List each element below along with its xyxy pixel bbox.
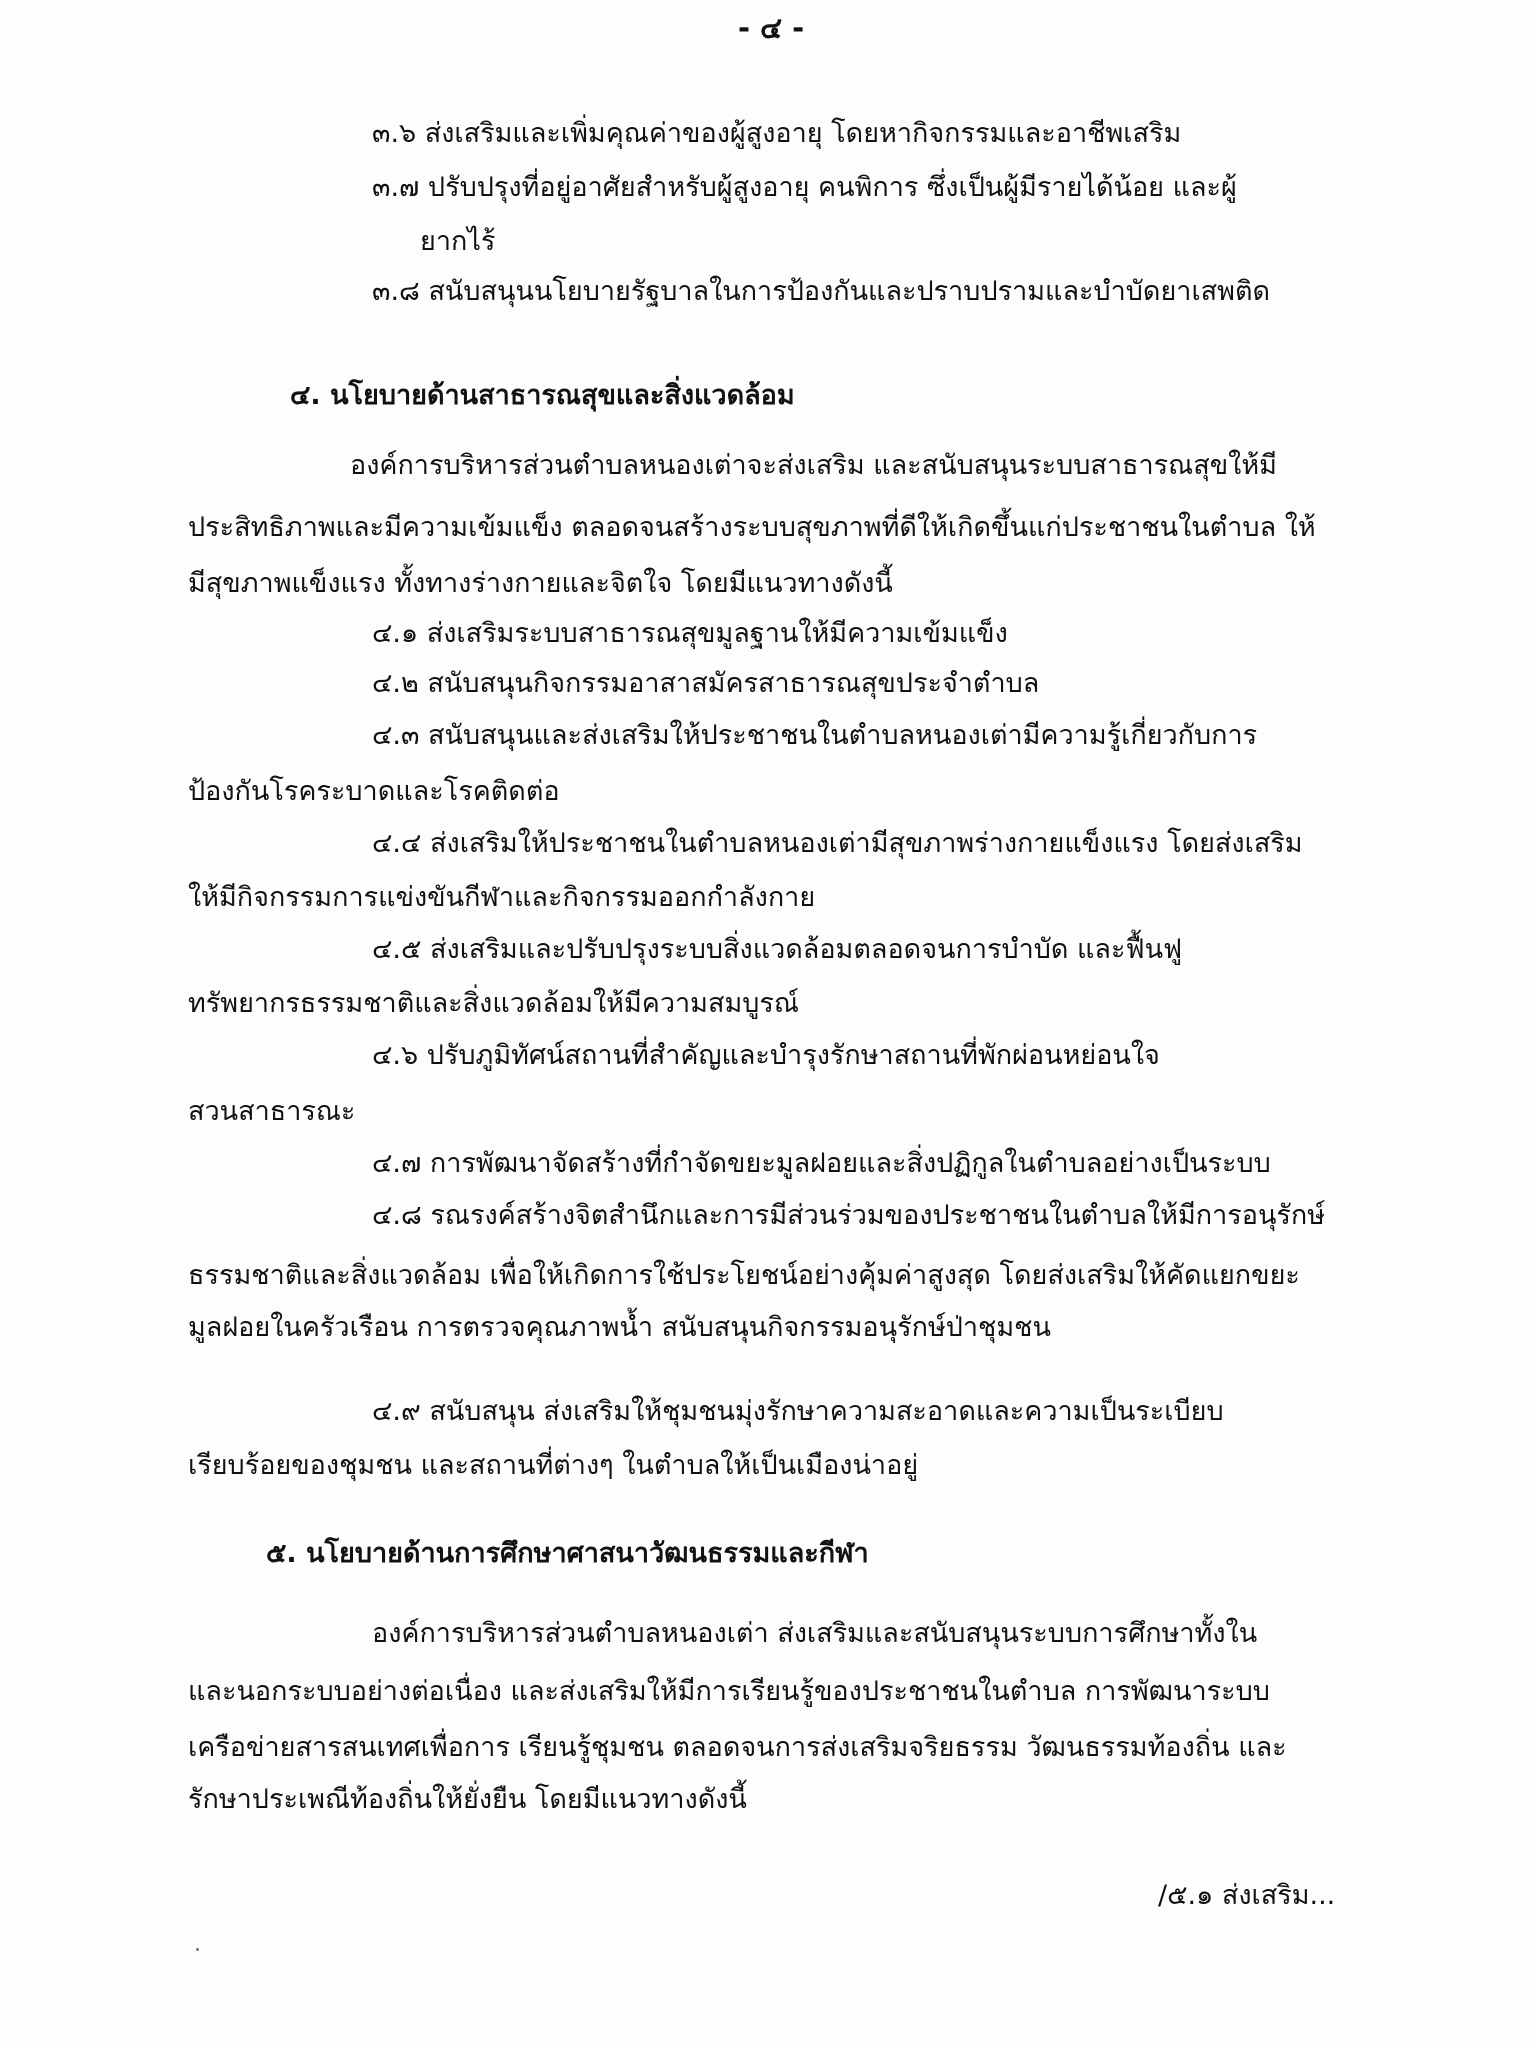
section-4-paragraph-line2: ประสิทธิภาพและมีความเข้มแข็ง ตลอดจนสร้างระบบสุขภาพที่ดีให้เกิดขึ้นแก่ประชาชนในตำบล ให้ (188, 512, 1316, 543)
section-5-paragraph-line2: และนอกระบบอย่างต่อเนื่อง และส่งเสริมให้มีการเรียนรู้ของประชาชนในตำบล การพัฒนาระบบ (188, 1676, 1270, 1707)
section-5-paragraph-line4: รักษาประเพณีท้องถิ่นให้ยั่งยืน โดยมีแนวทางดังนี้ (188, 1784, 747, 1815)
section-4-paragraph-line1: องค์การบริหารส่วนตำบลหนองเต่าจะส่งเสริม และสนับสนุนระบบสาธารณสุขให้มี (350, 450, 1277, 481)
item-4-6-line1: ๔.๖ ปรับภูมิทัศน์สถานที่สำคัญและบำรุงรักษาสถานที่พักผ่อนหย่อนใจ (372, 1040, 1160, 1071)
continuation-marker: /๕.๑ ส่งเสริม... (1158, 1880, 1336, 1911)
item-4-8-line3: มูลฝอยในครัวเรือน การตรวจคุณภาพน้ำ สนับสนุนกิจกรรมอนุรักษ์ป่าชุมชน (188, 1312, 1051, 1343)
section-4-heading: ๔. นโยบายด้านสาธารณสุขและสิ่งแวดล้อม (290, 380, 795, 411)
section-5-paragraph-line1: องค์การบริหารส่วนตำบลหนองเต่า ส่งเสริมและสนับสนุนระบบการศึกษาทั้งใน (372, 1618, 1258, 1649)
item-4-9-line2: เรียบร้อยของชุมชน และสถานที่ต่างๆ ในตำบลให้เป็นเมืองน่าอยู่ (188, 1450, 919, 1481)
item-3-8: ๓.๘ สนับสนุนนโยบายรัฐบาลในการป้องกันและปราบปรามและบำบัดยาเสพติด (372, 276, 1271, 307)
item-4-1: ๔.๑ ส่งเสริมระบบสาธารณสุขมูลฐานให้มีความเข้มแข็ง (372, 618, 1008, 649)
item-4-8-line1: ๔.๘ รณรงค์สร้างจิตสำนึกและการมีส่วนร่วมของประชาชนในตำบลให้มีการอนุรักษ์ (372, 1200, 1326, 1231)
item-4-9-line1: ๔.๙ สนับสนุน ส่งเสริมให้ชุมชนมุ่งรักษาความสะอาดและความเป็นระเบียบ (372, 1396, 1224, 1427)
page-number: - ๔ - (738, 11, 805, 45)
item-4-5-line1: ๔.๕ ส่งเสริมและปรับปรุงระบบสิ่งแวดล้อมตลอดจนการบำบัด และฟื้นฟู (372, 934, 1183, 965)
item-4-4-line1: ๔.๔ ส่งเสริมให้ประชาชนในตำบลหนองเต่ามีสุขภาพร่างกายแข็งแรง โดยส่งเสริม (372, 828, 1303, 859)
item-3-7-line2: ยากไร้ (420, 226, 496, 257)
item-4-5-line2: ทรัพยากรธรรมชาติและสิ่งแวดล้อมให้มีความสมบูรณ์ (188, 988, 799, 1019)
item-4-2: ๔.๒ สนับสนุนกิจกรรมอาสาสมัครสาธารณสุขประจำตำบล (372, 668, 1040, 699)
item-3-7-line1: ๓.๗ ปรับปรุงที่อยู่อาศัยสำหรับผู้สูงอายุ คนพิการ ซึ่งเป็นผู้มีรายได้น้อย และผู้ (372, 172, 1237, 203)
item-4-8-line2: ธรรมชาติและสิ่งแวดล้อม เพื่อให้เกิดการใช้ประโยชน์อย่างคุ้มค่าสูงสุด โดยส่งเสริมให้คัดแยกขยะ (188, 1260, 1300, 1291)
item-4-4-line2: ให้มีกิจกรรมการแข่งขันกีฬาและกิจกรรมออกกำลังกาย (188, 882, 816, 913)
section-5-heading: ๕. นโยบายด้านการศึกษาศาสนาวัฒนธรรมและกีฬา (266, 1538, 869, 1569)
scan-speck (196, 1948, 199, 1951)
item-4-3-line2: ป้องกันโรคระบาดและโรคติดต่อ (188, 776, 560, 807)
item-4-3-line1: ๔.๓ สนับสนุนและส่งเสริมให้ประชาชนในตำบลหนองเต่ามีความรู้เกี่ยวกับการ (372, 720, 1258, 751)
section-5-paragraph-line3: เครือข่ายสารสนเทศเพื่อการ เรียนรู้ชุมชน ตลอดจนการส่งเสริมจริยธรรม วัฒนธรรมท้องถิ่น และ (188, 1732, 1287, 1763)
section-4-paragraph-line3: มีสุขภาพแข็งแรง ทั้งทางร่างกายและจิตใจ โดยมีแนวทางดังนี้ (188, 568, 893, 599)
item-4-6-line2: สวนสาธารณะ (188, 1096, 356, 1127)
item-3-6: ๓.๖ ส่งเสริมและเพิ่มคุณค่าของผู้สูงอายุ โดยหากิจกรรมและอาชีพเสริม (372, 118, 1182, 149)
item-4-7: ๔.๗ การพัฒนาจัดสร้างที่กำจัดขยะมูลฝอยและสิ่งปฏิกูลในตำบลอย่างเป็นระบบ (372, 1148, 1271, 1179)
